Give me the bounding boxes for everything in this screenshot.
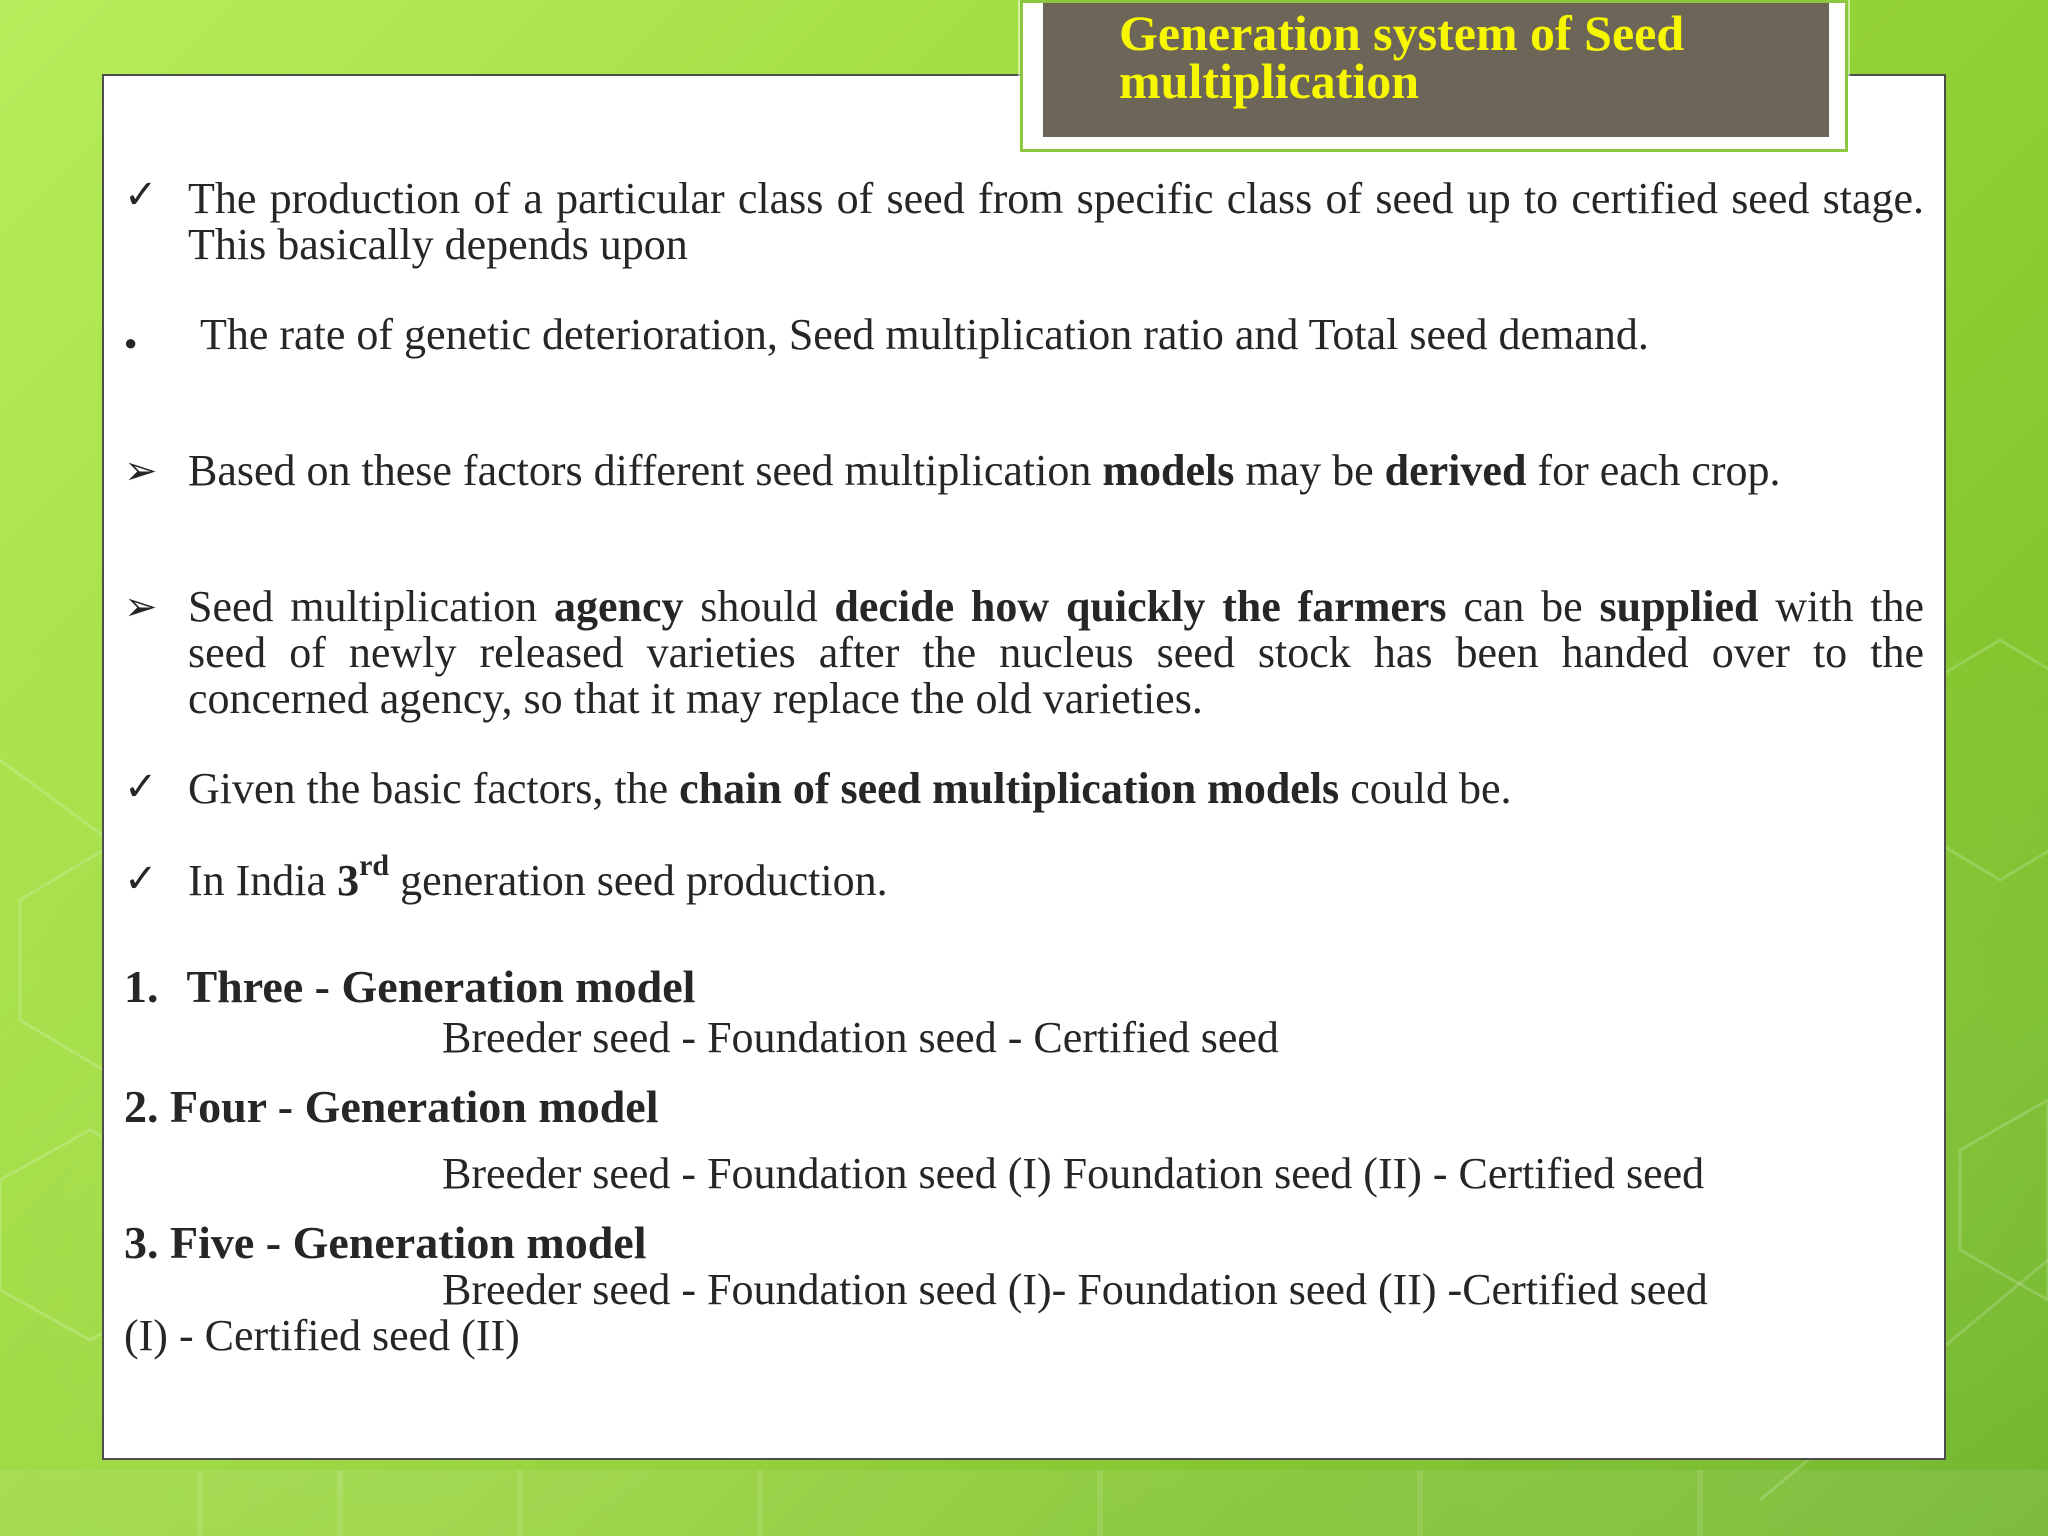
- agency-paragraph: [188, 584, 1924, 722]
- check-mark-icon: ✓: [124, 856, 158, 901]
- factors-paragraph: The rate of genetic deterioration, Seed multiplication ratio and Total seed demand.: [200, 310, 1649, 359]
- check-mark-icon: ✓: [124, 764, 158, 809]
- chain-bold-1: chain of seed multiplication models: [679, 764, 1340, 813]
- india-bold-number: 3: [337, 856, 360, 905]
- models-text-3: for each crop.: [1526, 446, 1781, 495]
- dot-bullet-icon: ●: [124, 330, 138, 355]
- agency-bold-2: decide how quickly the farmers: [834, 582, 1447, 631]
- model-heading-1: [124, 962, 695, 1012]
- intro-paragraph: The production of a particular class of seed from specific class of seed up to certified seed stage. This basically depends upon: [188, 174, 1924, 269]
- india-superscript: rd: [359, 849, 390, 883]
- agency-text-4: with the seed of newly released varieties after the nucleus seed stock has been handed over to the concerned agency, so that it may replace the old varieties.: [188, 582, 1925, 723]
- title-box: [1043, 3, 1829, 137]
- chain-text-2: could be.: [1339, 764, 1512, 813]
- agency-bold-3: supplied: [1599, 582, 1759, 631]
- model-heading-text: Three - Generation model: [186, 961, 696, 1012]
- chain-paragraph: [188, 766, 1924, 812]
- agency-text-3: can be: [1446, 582, 1600, 631]
- agency-text-1: Seed multiplication: [188, 582, 554, 631]
- slide-title: Generation system of Seed multiplication: [1119, 5, 1685, 109]
- india-text-2: generation seed production.: [389, 856, 888, 905]
- model-chain-2: Breeder seed - Foundation seed (I) Foundation seed (II) - Certified seed: [442, 1149, 1705, 1198]
- india-text-1: In India: [188, 856, 338, 905]
- model-chain-1: Breeder seed - Foundation seed - Certified seed: [442, 1013, 1279, 1062]
- models-bold-2: derived: [1384, 446, 1527, 495]
- models-text-2: may be: [1234, 446, 1385, 495]
- model-heading-number: 1.: [124, 961, 159, 1012]
- agency-bold-1: agency: [553, 582, 684, 631]
- model-chain-3-line-2: (I) - Certified seed (II): [124, 1311, 520, 1360]
- chain-text-1: Given the basic factors, the: [188, 764, 680, 813]
- model-chain-3-line-1: Breeder seed - Foundation seed (I)- Foundation seed (II) -Certified seed: [442, 1265, 1708, 1314]
- models-paragraph: [188, 448, 1924, 494]
- arrow-bullet-icon: ➢: [124, 584, 158, 629]
- model-heading-2: 2. Four - Generation model: [124, 1081, 659, 1132]
- india-paragraph: [188, 849, 1924, 905]
- agency-text-2: should: [683, 582, 835, 631]
- model-heading-3: 3. Five - Generation model: [124, 1217, 647, 1268]
- arrow-bullet-icon: ➢: [124, 448, 158, 493]
- title-frame: [1020, 0, 1848, 152]
- check-mark-icon: ✓: [124, 172, 158, 217]
- models-text-1: Based on these factors different seed multiplication: [188, 446, 1103, 495]
- models-bold-1: models: [1102, 446, 1235, 495]
